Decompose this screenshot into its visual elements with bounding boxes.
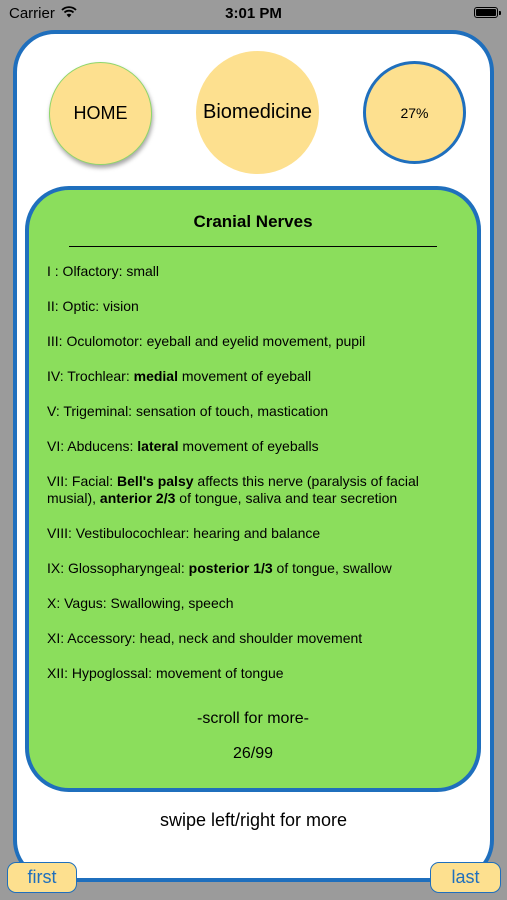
nerve-item (47, 665, 452, 682)
nerve-item (47, 368, 452, 385)
nerve-item-text: V: Trigeminal: sensation of touch, mastication (47, 403, 329, 419)
last-button[interactable]: last (430, 862, 501, 893)
nerve-item-text: VII: Facial: (47, 473, 118, 489)
nerve-item-text: movement of eyeballs (178, 438, 319, 454)
panel-title: Cranial Nerves (193, 212, 313, 231)
nerve-item-text: III: Oculomotor: eyeball and eyelid movement, pupil (47, 333, 366, 349)
content-panel[interactable] (25, 186, 481, 792)
nerve-item (47, 333, 452, 350)
nerve-item (47, 630, 452, 647)
nerve-item-text: affects this nerve (paralysis of facial musial), (47, 473, 419, 506)
nerve-item-text: VIII: Vestibulocochlear: hearing and balance (47, 525, 321, 541)
nerve-item (47, 525, 452, 542)
nerve-item-emphasis: Bell's palsy (117, 473, 194, 489)
home-button[interactable]: HOME (49, 62, 152, 165)
nerve-item-text: of tongue, swallow (272, 560, 392, 576)
nerve-item (47, 560, 452, 577)
nerve-item-text: of tongue, saliva and tear secretion (175, 490, 398, 506)
nerve-list (47, 263, 452, 700)
nerve-item (47, 403, 452, 420)
first-button[interactable]: first (7, 862, 77, 893)
nerve-item (47, 263, 452, 280)
nerve-item (47, 473, 452, 507)
carrier-label: Carrier (9, 5, 55, 22)
status-bar (0, 0, 507, 28)
nerve-item-text: X: Vagus: Swallowing, speech (47, 595, 234, 611)
nerve-item-text: IX: Glossopharyngeal: (47, 560, 189, 576)
nerve-item (47, 298, 452, 315)
nerve-item (47, 595, 452, 612)
scroll-hint: -scroll for more- (196, 710, 309, 727)
flashcard[interactable] (13, 30, 494, 882)
nerve-item-text: II: Optic: vision (47, 298, 139, 314)
subject-title: Biomedicine (196, 51, 319, 174)
swipe-hint: swipe left/right for more (159, 810, 348, 830)
title-divider (69, 246, 437, 247)
nerve-item-emphasis: anterior 2/3 (99, 490, 176, 506)
status-time: 3:01 PM (225, 5, 282, 22)
nerve-item-text: movement of eyeball (177, 368, 312, 384)
nerve-item-emphasis: medial (133, 368, 178, 384)
nerve-item-emphasis: posterior 1/3 (188, 560, 273, 576)
page-counter: 26/99 (232, 745, 274, 762)
nerve-item-text: XI: Accessory: head, neck and shoulder movement (47, 630, 363, 646)
nerve-item-text: VI: Abducens: (47, 438, 138, 454)
nerve-item (47, 438, 452, 455)
nerve-item-text: I : Olfactory: small (47, 263, 160, 279)
nerve-item-emphasis: lateral (137, 438, 179, 454)
nerve-item-text: XII: Hypoglossal: movement of tongue (47, 665, 284, 681)
progress-indicator: 27% (363, 61, 466, 164)
nerve-item-text: IV: Trochlear: (47, 368, 134, 384)
battery-icon (474, 7, 498, 18)
